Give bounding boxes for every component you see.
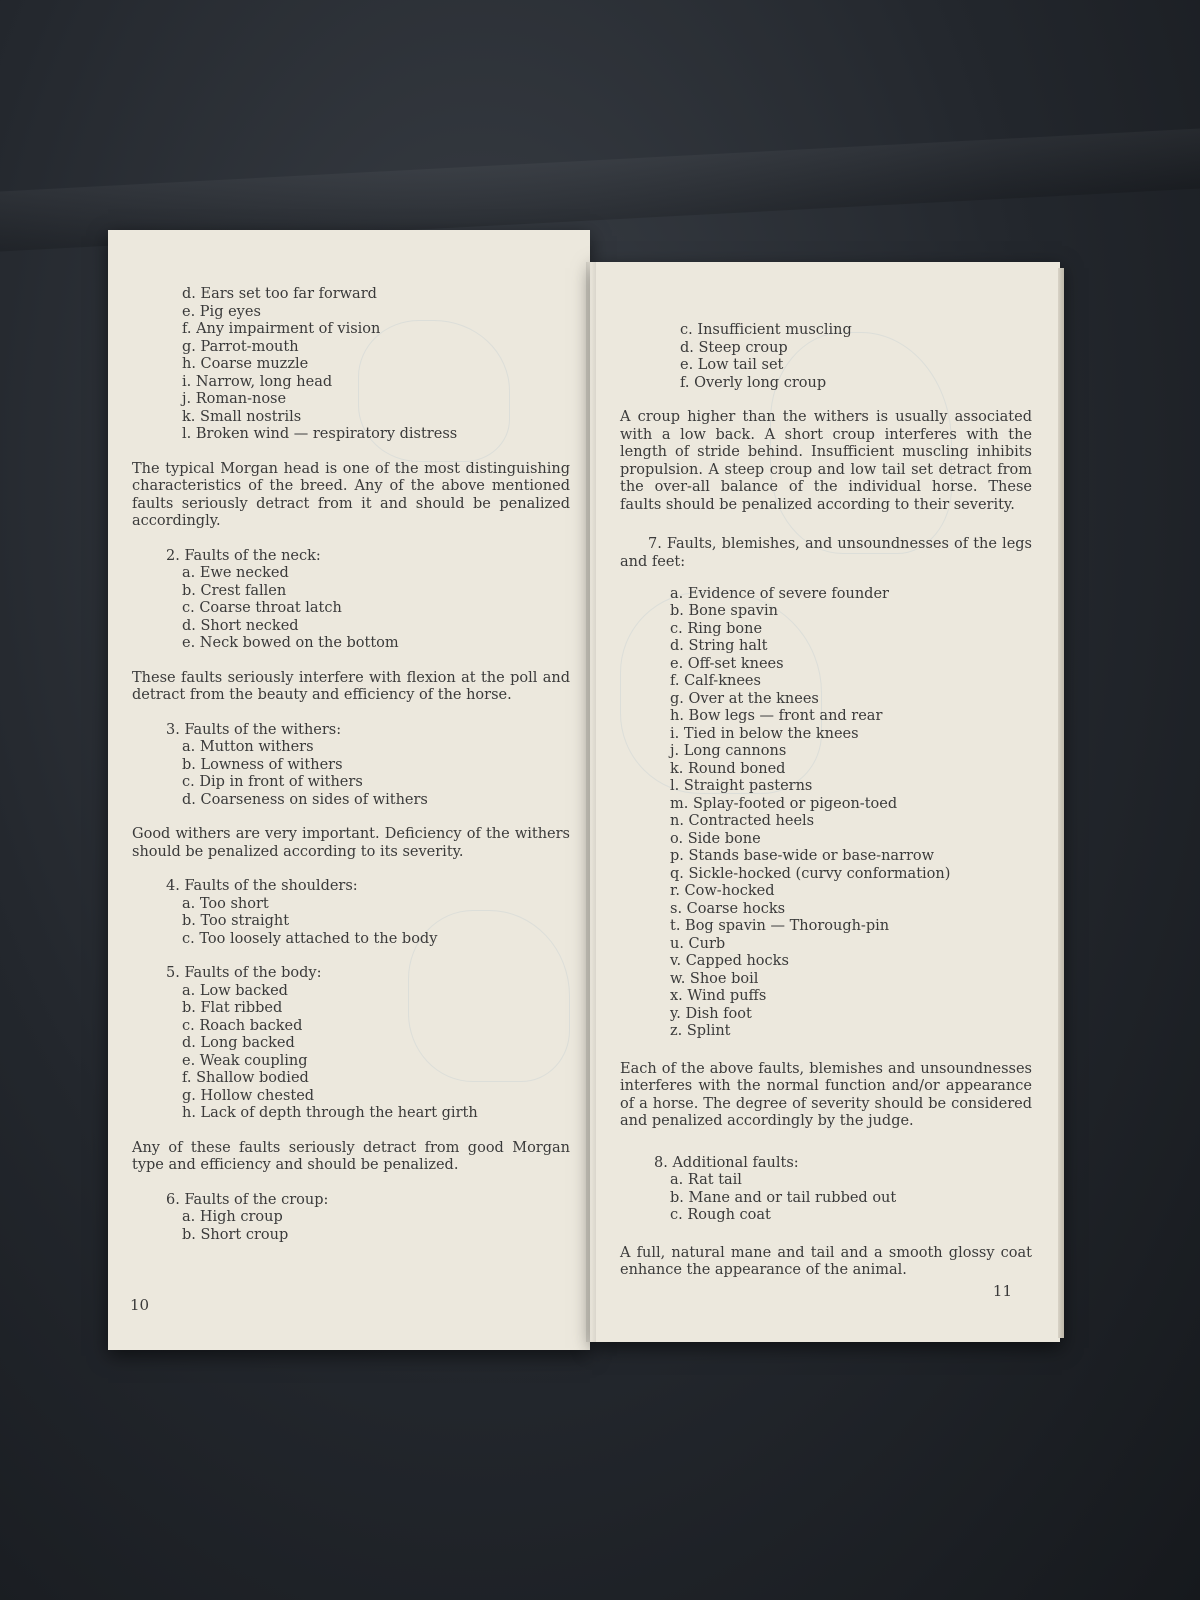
list-item: a. Rat tail bbox=[670, 1172, 742, 1188]
left-page bbox=[108, 230, 590, 1350]
section-heading-withers: 3. Faults of the withers: bbox=[166, 721, 342, 738]
list-item: f. Calf-knees bbox=[670, 673, 761, 689]
list-item: u. Curb bbox=[670, 935, 726, 952]
list-item: c. Too loosely attached to the body bbox=[182, 930, 438, 947]
additional-faults-list bbox=[620, 1172, 1032, 1225]
list-item: h. Bow legs — front and rear bbox=[670, 708, 883, 724]
right-page bbox=[590, 262, 1060, 1342]
list-item: e. Pig eyes bbox=[182, 303, 261, 320]
croup-faults-cont-list bbox=[620, 322, 1032, 392]
section-heading-legs: 7. Faults, blemishes, and unsoundnesses of the legs and feet: bbox=[620, 536, 1032, 570]
list-item: c. Dip in front of withers bbox=[182, 774, 363, 790]
list-item: b. Bone spavin bbox=[670, 603, 778, 619]
list-item: d. Short necked bbox=[182, 617, 299, 634]
list-item: q. Sickle-hocked (curvy conformation) bbox=[670, 865, 951, 882]
withers-faults-list bbox=[132, 739, 570, 809]
additional-paragraph: A full, natural mane and tail and a smooth glossy coat enhance the appearance of the animal. bbox=[620, 1244, 1032, 1278]
body-paragraph: Any of these faults seriously detract from good Morgan type and efficiency and should be penalized. bbox=[132, 1139, 570, 1173]
croup-faults-list bbox=[132, 1209, 570, 1244]
list-item: t. Bog spavin — Thorough-pin bbox=[670, 918, 890, 934]
list-item: c. Coarse throat latch bbox=[182, 600, 342, 616]
list-item: h. Lack of depth through the heart girth bbox=[182, 1105, 478, 1121]
body-faults-list bbox=[132, 983, 570, 1123]
list-item: o. Side bone bbox=[670, 830, 761, 847]
list-item: w. Shoe boil bbox=[670, 970, 759, 987]
list-item: d. String halt bbox=[670, 638, 768, 654]
list-item: r. Cow-hocked bbox=[670, 883, 775, 899]
section-heading-additional: 8. Additional faults: bbox=[654, 1154, 799, 1171]
list-item: a. Mutton withers bbox=[182, 739, 314, 755]
list-item: j. Long cannons bbox=[670, 743, 787, 759]
list-item: b. Lowness of withers bbox=[182, 756, 343, 773]
list-item: z. Splint bbox=[670, 1023, 731, 1039]
list-item: a. Evidence of severe founder bbox=[670, 585, 889, 602]
neck-paragraph: These faults seriously interfere with flexion at the poll and detract from the beauty and efficiency of the horse. bbox=[132, 669, 570, 703]
right-page-content bbox=[620, 322, 1032, 1294]
section-heading-neck: 2. Faults of the neck: bbox=[166, 547, 321, 564]
list-item: d. Steep croup bbox=[680, 339, 788, 356]
left-page-content bbox=[132, 286, 570, 1244]
section-heading-body: 5. Faults of the body: bbox=[166, 965, 322, 981]
list-item: e. Low tail set bbox=[680, 357, 784, 373]
list-item: i. Narrow, long head bbox=[182, 373, 333, 390]
section-heading-shoulders: 4. Faults of the shoulders: bbox=[166, 878, 358, 894]
list-item: b. Short croup bbox=[182, 1226, 289, 1243]
list-item: m. Splay-footed or pigeon-toed bbox=[670, 795, 898, 812]
list-item: b. Flat ribbed bbox=[182, 1000, 283, 1016]
book-gutter bbox=[586, 262, 596, 1342]
list-item: c. Ring bone bbox=[670, 620, 763, 637]
neck-faults-list bbox=[132, 565, 570, 653]
list-item: i. Tied in below the knees bbox=[670, 725, 859, 742]
list-item: g. Parrot-mouth bbox=[182, 338, 299, 355]
list-item: b. Mane and or tail rubbed out bbox=[670, 1189, 897, 1206]
list-item: f. Overly long croup bbox=[680, 374, 827, 391]
list-item: a. Ewe necked bbox=[182, 565, 289, 581]
croup-paragraph: A croup higher than the withers is usually associated with a low back. A short croup interferes with the length of stride behind. Insufficient muscling inhibits propulsion. A steep croup and low tail set detract from the over-all balance of the individual horse. These faults should be penalized according to their severity. bbox=[620, 409, 1032, 513]
list-item: v. Capped hocks bbox=[670, 953, 789, 969]
page-number-right: 11 bbox=[992, 1282, 1012, 1300]
list-item: f. Any impairment of vision bbox=[182, 321, 381, 337]
list-item: c. Rough coat bbox=[670, 1207, 771, 1223]
list-item: d. Long backed bbox=[182, 1035, 295, 1051]
list-item: h. Coarse muzzle bbox=[182, 356, 309, 372]
legs-paragraph: Each of the above faults, blemishes and unsoundnesses interferes with the normal function and/or appearance of a horse. The degree of severity should be considered and penalized accordingly by the judge. bbox=[620, 1060, 1032, 1129]
section-heading-croup: 6. Faults of the croup: bbox=[166, 1191, 329, 1208]
list-item: a. Too short bbox=[182, 895, 269, 912]
list-item: e. Neck bowed on the bottom bbox=[182, 635, 399, 651]
page-stack-edge bbox=[1058, 268, 1064, 1338]
list-item: l. Straight pasterns bbox=[670, 778, 813, 794]
list-item: d. Ears set too far forward bbox=[182, 286, 377, 302]
list-item: b. Crest fallen bbox=[182, 582, 287, 599]
legs-faults-list bbox=[620, 586, 1032, 1041]
list-item: d. Coarseness on sides of withers bbox=[182, 791, 428, 808]
list-item: g. Hollow chested bbox=[182, 1087, 315, 1104]
list-item: c. Insufficient muscling bbox=[680, 322, 852, 338]
withers-paragraph: Good withers are very important. Deficiency of the withers should be penalized according to its severity. bbox=[132, 826, 570, 860]
list-item: s. Coarse hocks bbox=[670, 900, 786, 917]
head-faults-list bbox=[132, 286, 570, 444]
list-item: c. Roach backed bbox=[182, 1017, 303, 1034]
list-item: g. Over at the knees bbox=[670, 690, 819, 707]
list-item: e. Off-set knees bbox=[670, 655, 784, 672]
list-item: y. Dish foot bbox=[670, 1005, 752, 1022]
list-item: a. Low backed bbox=[182, 982, 288, 999]
head-paragraph: The typical Morgan head is one of the most distinguishing characteristics of the breed. Any of the above mentioned faults seriously detract from it and should be penalized accordingly. bbox=[132, 460, 570, 529]
list-item: k. Small nostrils bbox=[182, 408, 302, 425]
list-item: l. Broken wind — respiratory distress bbox=[182, 426, 458, 442]
page-number-left: 10 bbox=[130, 1296, 150, 1314]
list-item: x. Wind puffs bbox=[670, 988, 767, 1004]
list-item: f. Shallow bodied bbox=[182, 1070, 309, 1086]
list-item: a. High croup bbox=[182, 1209, 283, 1225]
shoulders-faults-list bbox=[132, 896, 570, 949]
list-item: p. Stands base-wide or base-narrow bbox=[670, 848, 935, 864]
list-item: n. Contracted heels bbox=[670, 813, 815, 829]
list-item: j. Roman-nose bbox=[182, 391, 287, 407]
list-item: b. Too straight bbox=[182, 913, 290, 929]
list-item: e. Weak coupling bbox=[182, 1052, 308, 1069]
list-item: k. Round boned bbox=[670, 760, 786, 777]
